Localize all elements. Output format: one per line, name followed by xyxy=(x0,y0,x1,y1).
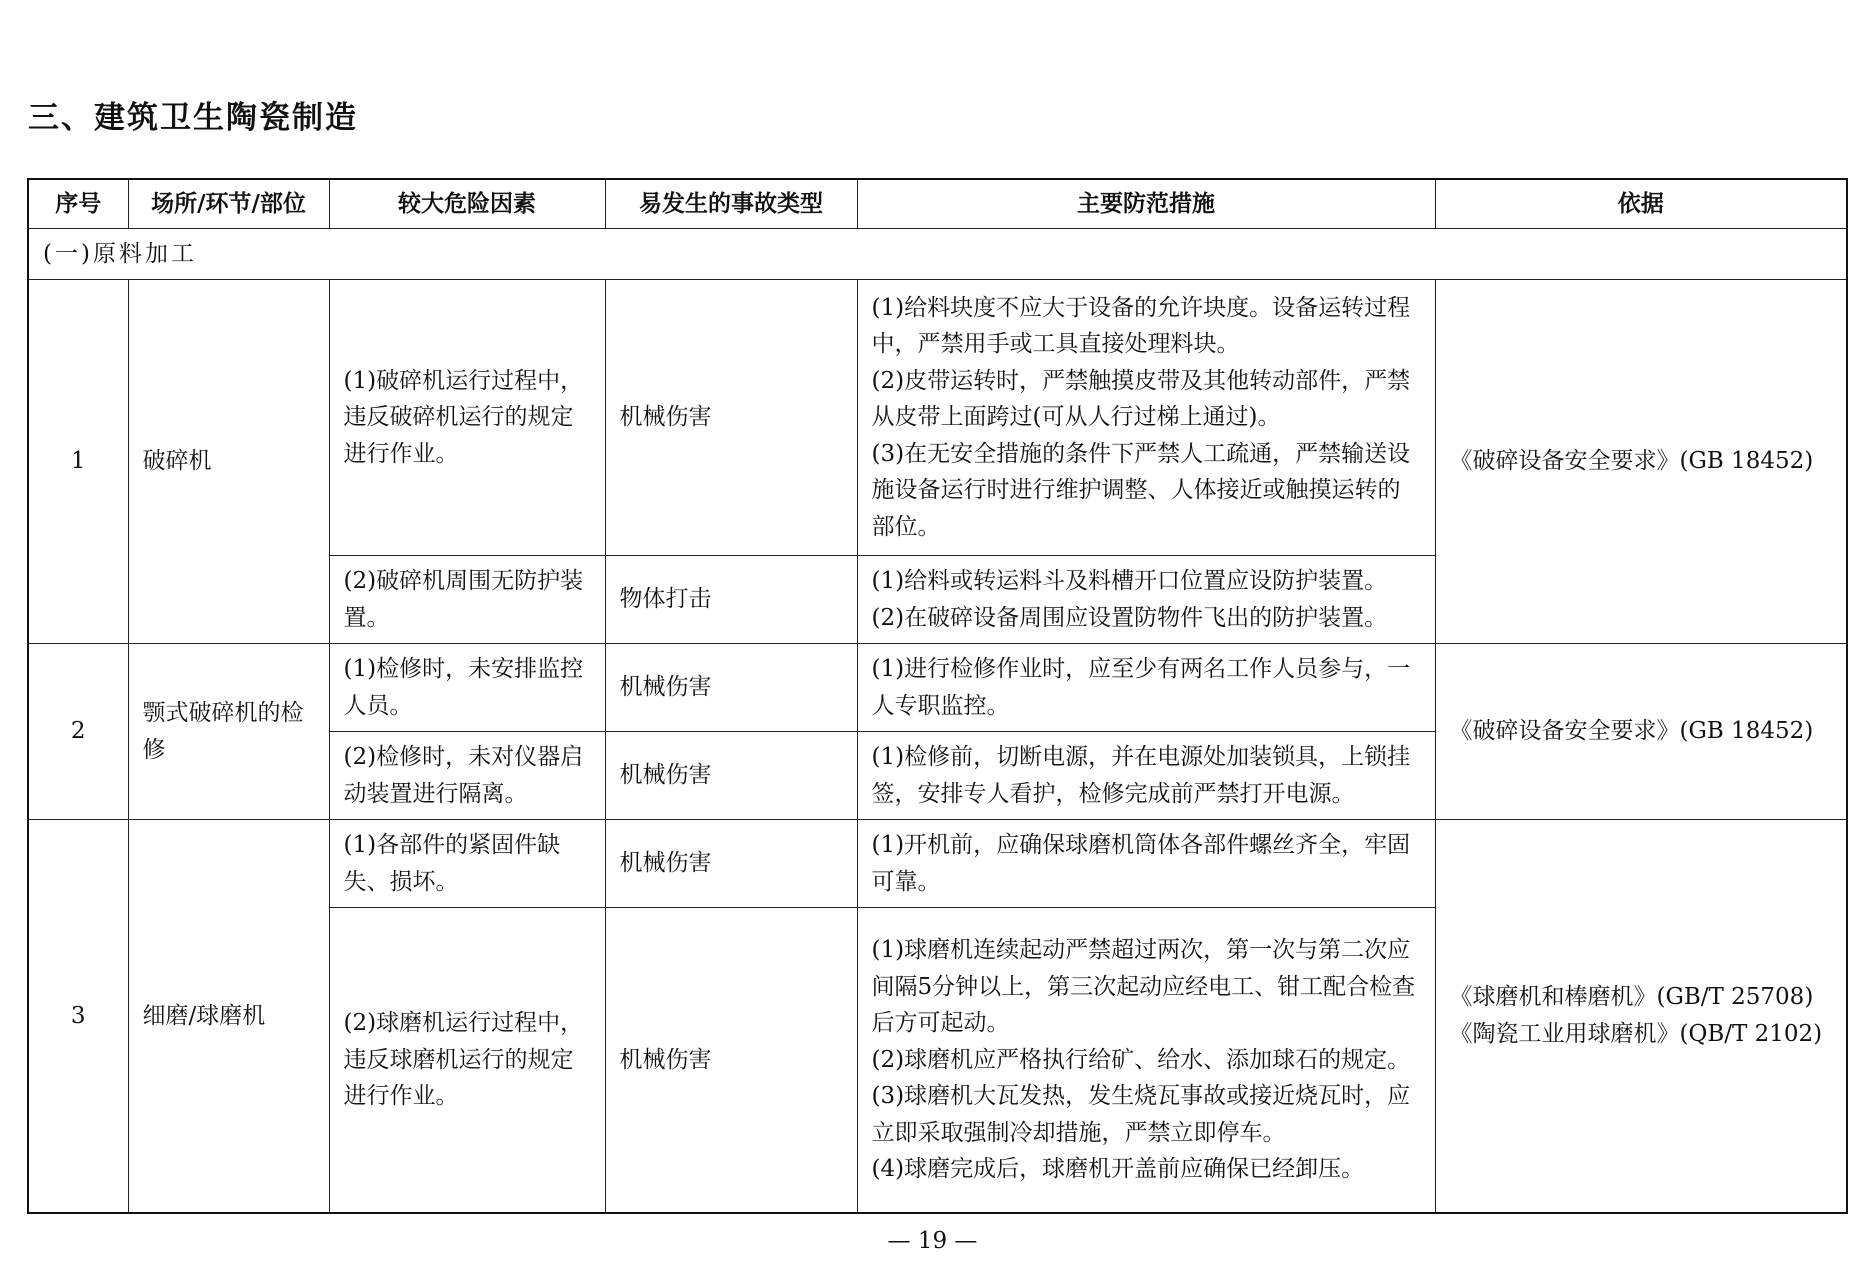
header-no: 序号 xyxy=(28,179,128,229)
measure-line: (1)球磨机连续起动严禁超过两次，第一次与第二次应间隔5分钟以上，第三次起动应经电工、钳工配合检查后方可起动。 xyxy=(871,937,1416,1036)
row-basis: 《球磨机和棒磨机》(GB/T 25708)《陶瓷工业用球磨机》(QB/T 2102) xyxy=(1435,820,1847,1213)
row-place: 细磨/球磨机 xyxy=(128,820,329,1213)
row-accident: 机械伤害 xyxy=(605,644,857,732)
row-measures xyxy=(857,280,1435,556)
measure-line: (3)在无安全措施的条件下严禁人工疏通，严禁输送设施设备运行时进行维护调整、人体接近或触摸运转的部位。 xyxy=(871,440,1411,540)
table-header-row xyxy=(28,179,1847,229)
section-title: 三、建筑卫生陶瓷制造 xyxy=(28,100,358,136)
row-accident: 机械伤害 xyxy=(605,820,857,908)
row-basis: 《破碎设备安全要求》(GB 18452) xyxy=(1435,644,1847,820)
measure-line: (2)在破碎设备周围应设置防物件飞出的防护装置。 xyxy=(871,604,1388,631)
row-measures xyxy=(857,644,1435,732)
measure-line: (1)检修前，切断电源，并在电源处加装锁具，上锁挂签，安排专人看护，检修完成前严禁打开电源。 xyxy=(871,744,1411,807)
header-accident: 易发生的事故类型 xyxy=(605,179,857,229)
row-accident: 机械伤害 xyxy=(605,280,857,556)
header-basis: 依据 xyxy=(1435,179,1847,229)
subheading: (一)原料加工 xyxy=(28,229,1847,280)
row-hazard: (1)各部件的紧固件缺失、损坏。 xyxy=(329,820,605,908)
header-hazard: 较大危险因素 xyxy=(329,179,605,229)
row-hazard: (2)球磨机运行过程中，违反球磨机运行的规定进行作业。 xyxy=(329,908,605,1213)
row-measures xyxy=(857,732,1435,820)
measure-line: (1)给料块度不应大于设备的允许块度。设备运转过程中，严禁用手或工具直接处理料块。 xyxy=(871,294,1411,358)
measure-line: (1)开机前，应确保球磨机筒体各部件螺丝齐全，牢固可靠。 xyxy=(871,832,1411,895)
row-no: 3 xyxy=(28,820,128,1213)
row-hazard: (2)破碎机周围无防护装置。 xyxy=(329,556,605,644)
row-basis: 《破碎设备安全要求》(GB 18452) xyxy=(1435,280,1847,644)
row-accident: 机械伤害 xyxy=(605,732,857,820)
row-measures xyxy=(857,556,1435,644)
measure-line: (1)进行检修作业时，应至少有两名工作人员参与，一人专职监控。 xyxy=(871,656,1411,719)
table-row xyxy=(28,644,1847,732)
row-hazard: (1)检修时，未安排监控人员。 xyxy=(329,644,605,732)
measure-line: (4)球磨完成后，球磨机开盖前应确保已经卸压。 xyxy=(871,1156,1365,1182)
row-place: 颚式破碎机的检修 xyxy=(128,644,329,820)
hazard-table xyxy=(27,178,1848,1214)
row-no: 1 xyxy=(28,280,128,644)
page-number: — 19 — xyxy=(887,1228,978,1254)
row-place: 破碎机 xyxy=(128,280,329,644)
row-hazard: (1)破碎机运行过程中，违反破碎机运行的规定进行作业。 xyxy=(329,280,605,556)
row-no: 2 xyxy=(28,644,128,820)
measure-line: (3)球磨机大瓦发热，发生烧瓦事故或接近烧瓦时，应立即采取强制冷却措施，严禁立即停车。 xyxy=(871,1083,1411,1146)
header-place: 场所/环节/部位 xyxy=(128,179,329,229)
row-accident: 物体打击 xyxy=(605,556,857,644)
row-measures xyxy=(857,908,1435,1213)
header-measures: 主要防范措施 xyxy=(857,179,1435,229)
measure-line: (2)皮带运转时，严禁触摸皮带及其他转动部件，严禁从皮带上面跨过(可从人行过梯上通过)。 xyxy=(871,367,1411,431)
row-measures xyxy=(857,820,1435,908)
row-accident: 机械伤害 xyxy=(605,908,857,1213)
subheading-row xyxy=(28,229,1847,280)
row-hazard: (2)检修时，未对仪器启动装置进行隔离。 xyxy=(329,732,605,820)
table-row xyxy=(28,820,1847,908)
table-row xyxy=(28,280,1847,556)
measure-line: (1)给料或转运料斗及料槽开口位置应设防护装置。 xyxy=(871,568,1388,594)
measure-line: (2)球磨机应严格执行给矿、给水、添加球石的规定。 xyxy=(871,1046,1411,1073)
